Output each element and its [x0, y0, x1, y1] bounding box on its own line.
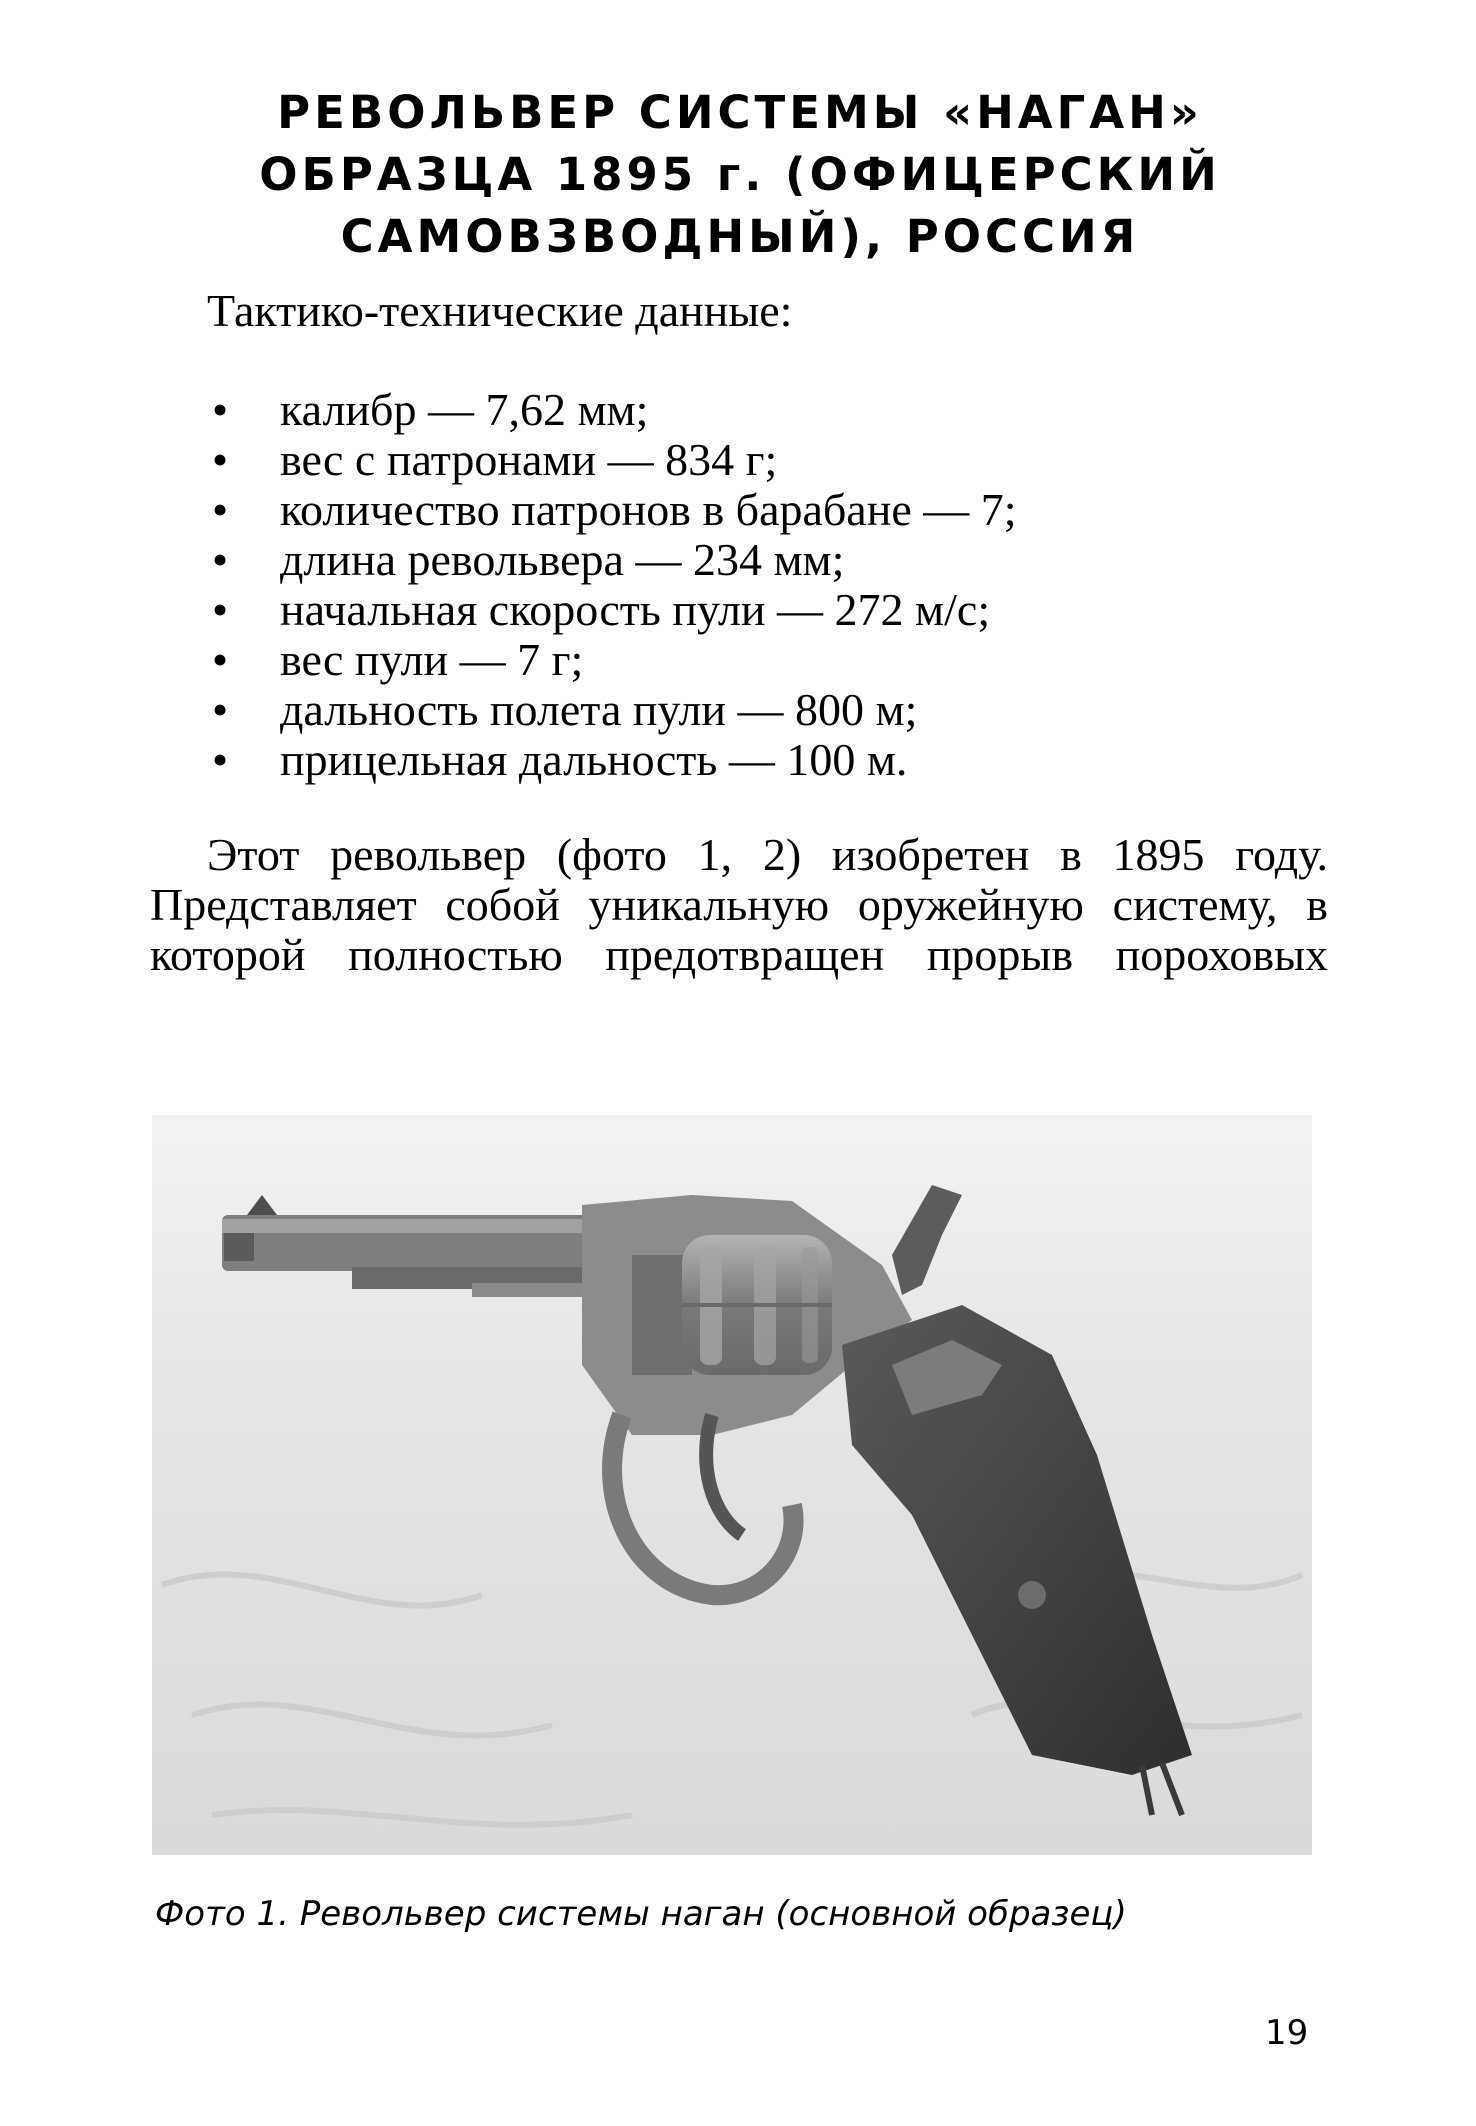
- paragraph-line: Этот револьвер (фото 1, 2) изобретен в 1895 году.: [207, 829, 1328, 880]
- paragraph-line: которой полностью предотвращен прорыв пороховых: [150, 929, 1328, 980]
- spec-item: [212, 385, 1017, 435]
- bullet-icon: •: [212, 684, 229, 735]
- spec-item: [212, 685, 1017, 735]
- title-line: РЕВОЛЬВЕР СИСТЕМЫ «НАГАН»: [277, 86, 1203, 139]
- paragraph-line: Представляет собой уникальную оружейную систему, в: [150, 879, 1328, 930]
- spec-item: [212, 635, 1017, 685]
- section-title: [150, 82, 1330, 268]
- title-line: ОБРАЗЦА 1895 г. (ОФИЦЕРСКИЙ: [259, 148, 1221, 201]
- spec-text: длина револьвера — 234 мм;: [280, 534, 845, 585]
- spec-text: вес пули — 7 г;: [280, 634, 584, 685]
- revolver-illustration: [152, 1115, 1312, 1855]
- spec-text: калибр — 7,62 мм;: [280, 384, 649, 435]
- spec-text: вес с патронами — 834 г;: [280, 434, 778, 485]
- spec-text: дальность полета пули — 800 м;: [280, 684, 918, 735]
- revolver-cylinder: [682, 1235, 832, 1375]
- spec-item: [212, 735, 1017, 785]
- bullet-icon: •: [212, 484, 229, 535]
- spec-item: [212, 535, 1017, 585]
- bullet-icon: •: [212, 584, 229, 635]
- specs-intro: Тактико-технические данные:: [207, 285, 793, 336]
- spec-text: начальная скорость пули — 272 м/с;: [280, 584, 991, 635]
- bullet-icon: •: [212, 534, 229, 585]
- spec-item: [212, 485, 1017, 535]
- spec-text: прицельная дальность — 100 м.: [280, 734, 908, 785]
- spec-item: [212, 585, 1017, 635]
- title-line: САМОВЗВОДНЫЙ), РОССИЯ: [340, 210, 1140, 263]
- bullet-icon: •: [212, 634, 229, 685]
- spec-item: [212, 435, 1017, 485]
- spec-text: количество патронов в барабане — 7;: [280, 484, 1017, 535]
- bullet-icon: •: [212, 384, 229, 435]
- photo-caption: Фото 1. Револьвер системы наган (основной образец): [155, 1894, 1127, 1934]
- bullet-icon: •: [212, 434, 229, 485]
- revolver-photo: [152, 1115, 1312, 1855]
- specs-list: [212, 385, 1017, 785]
- body-paragraph: [150, 830, 1328, 980]
- bullet-icon: •: [212, 734, 229, 785]
- page-number: 19: [1265, 2013, 1309, 2053]
